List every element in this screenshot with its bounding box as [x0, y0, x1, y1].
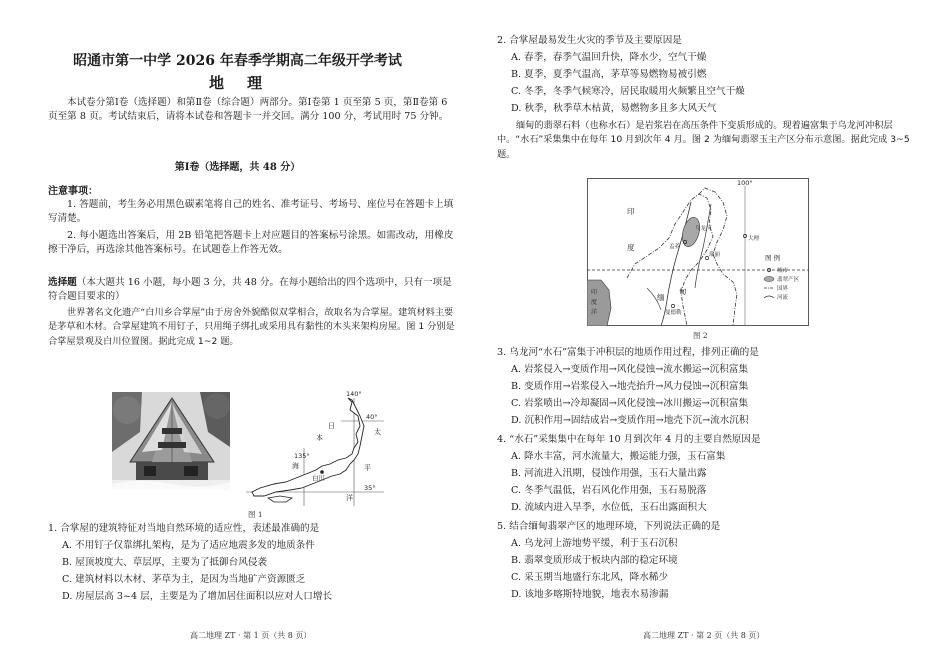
japan-location-map [246, 388, 384, 506]
gassho-house-photo [112, 392, 230, 490]
label-ben: 本 [316, 434, 323, 442]
label-dali: 大理 [748, 236, 760, 242]
honshu-coastline [252, 398, 364, 496]
question-3: 3. 乌龙河“水石”富集于冲积层的地质作用过程，排列正确的是 [497, 347, 759, 358]
legend-jade-symbol [764, 277, 774, 282]
label-100: 100° [737, 179, 753, 187]
passage-2: 缅甸的翡翠石料（也称水石）是岩浆岩在高压条件下变质形成的。现着遍富集于乌龙河冲积层中。“水石”采集集中在每年 10 月到次年 4 月。图 2 为缅甸翡翠玉主产区分布示意图。据此完成 3~5 题。 [497, 120, 910, 160]
q4-option-b[interactable]: B. 河流进入汛期，侵蚀作用强，玉石大量出露 [511, 468, 707, 479]
label-hai: 海 [292, 462, 299, 470]
q1-option-b[interactable]: B. 屋顶坡度大、草层厚，主要为了抵御台风侵袭 [62, 557, 268, 568]
question-1: 1. 合掌屋的建筑特征对当地自然环境的适应性，表述最准确的是 [48, 523, 320, 534]
myanmar-jade-map [587, 178, 809, 326]
label-ping: 平 [364, 464, 371, 472]
question-2: 2. 合掌屋最易发生火灾的季节及主要原因是 [497, 35, 682, 46]
q1-option-d[interactable]: D. 房屋层高 3~4 层，主要是为了增加居住面积以应对人口增长 [62, 591, 333, 602]
page-1-footer: 高二地理 ZT · 第 1 页（共 8 页） [190, 631, 312, 640]
label-wulong-river: 乌龙河 [695, 226, 712, 232]
label-yin: 印 [627, 207, 635, 216]
label-yang: 洋 [346, 494, 353, 502]
label-mengyang: 孟养 [669, 244, 681, 250]
figure-2-caption: 图 2 [693, 331, 708, 340]
q5-option-d[interactable]: D. 该地多喀斯特地貌，地表水易渗漏 [511, 589, 669, 600]
q2-option-b[interactable]: B. 夏季，夏季气温高，茅草等易燃物易被引燃 [511, 69, 707, 80]
label-40: 40° [366, 413, 378, 421]
q4-option-a[interactable]: A. 降水丰富，河水流量大，搬运能力强，玉石富集 [511, 451, 726, 462]
q3-option-b[interactable]: B. 变质作用→岩浆侵入→地壳抬升→风力侵蚀→沉积富集 [511, 381, 749, 392]
exam-subject: 地 理 [208, 74, 266, 92]
label-ri: 日 [328, 422, 335, 430]
legend-border-label: 国界 [777, 286, 789, 292]
q3-option-c[interactable]: C. 岩浆喷出→冷却凝固→风化侵蚀→冰川搬运→沉积富集 [511, 398, 749, 409]
q4-option-d[interactable]: D. 流域内进入旱季，水位低，玉石出露面积大 [511, 502, 707, 513]
map-frame [588, 179, 809, 326]
label-mandalay: 曼德勒 [665, 310, 682, 316]
label-ruili: 瑞丽 [709, 252, 721, 258]
q4-option-c[interactable]: C. 冬季气温低，岩石风化作用强，玉石易脱落 [511, 485, 707, 496]
q1-option-c[interactable]: C. 建筑材料以木材、茅草为主，是因为当地矿产资源匮乏 [62, 574, 306, 585]
legend-city-label: 城市 [777, 268, 789, 274]
q2-option-c[interactable]: C. 冬季，冬季气候寒冷，居民取暖用火频繁且空气干燥 [511, 86, 745, 97]
label-135: 135° [294, 452, 310, 460]
legend-jade-label: 翡翠产区 [777, 277, 800, 283]
question-4: 4. “水石”采集集中在每年 10 月到次年 4 月的主要自然原因是 [497, 434, 761, 445]
label-35: 35° [364, 484, 376, 492]
q2-option-d[interactable]: D. 秋季，秋季草木枯黄，易燃物多且多大风天气 [511, 103, 717, 114]
section-1-heading: 第Ⅰ卷（选择题，共 48 分） [174, 162, 301, 173]
label-io-3: 洋 [591, 309, 598, 316]
label-dian: 甸 [679, 287, 687, 296]
q5-option-b[interactable]: B. 翡翠变质形成于板块内部的稳定环境 [511, 555, 678, 566]
q1-option-a[interactable]: A. 不用钉子仅靠绑扎架构，是为了适应地震多发的地质条件 [62, 540, 315, 551]
q3-option-a[interactable]: A. 岩浆侵入→变质作用→风化侵蚀→流水搬运→沉积富集 [511, 364, 749, 375]
q5-option-c[interactable]: C. 采玉期当地盛行东北风，降水稀少 [511, 572, 669, 583]
legend-title: 图 例 [765, 254, 781, 262]
legend-river-label: 河流 [777, 295, 789, 301]
q5-option-a[interactable]: A. 乌龙河上游地势平缓，利于玉石沉积 [511, 538, 678, 549]
q2-option-a[interactable]: A. 春季，春季气温回升快，降水少，空气干燥 [511, 52, 707, 63]
label-baichuan: 白川 [312, 474, 325, 482]
label-io-1: 印 [591, 289, 598, 296]
notes-title: 注意事项： [48, 186, 98, 197]
choice-section-heading: 选择题（本大题共 16 小题，每小题 3 分，共 48 分。在每小题给出的四个选项中，只有一项是符合题目要求的） [48, 277, 452, 303]
q3-option-d[interactable]: D. 沉积作用→固结成岩→变质作用→地壳下沉→流水沉积 [511, 415, 749, 426]
exam-intro: 本试卷分第Ⅰ卷（选择题）和第Ⅱ卷（综合题）两部分。第Ⅰ卷第 1 页至第 5 页，第Ⅱ卷第 6 页至第 8 页。考试结束后，请将本试卷和答题卡一并交回。满分 100 分，考试用时 75 分钟。 [48, 97, 449, 123]
note-1: 1. 答题前，考生务必用黑色碳素笔将自己的姓名、准考证号、考场号、座位号在答题卡上填写清楚。 [48, 199, 454, 225]
passage-1: 世界著名文化遗产“白川乡合掌屋”由于房舍外貌酷似双掌相合，故取名为合掌屋。建筑材料主要是茅草和木材。合掌屋建筑不用钉子，只用绳子绑扎或采用具有黏性的木头来架构房屋。图 1 分别是合掌屋景观及白川位置图。据此完成 1~2 题。 [48, 307, 455, 347]
label-io-2: 度 [591, 299, 598, 306]
page-right [475, 0, 950, 654]
figure-1-caption: 图 1 [248, 510, 263, 519]
note-2: 2. 每小题选出答案后，用 2B 铅笔把答题卡上对应题目的答案标号涂黑。如需改动，用橡皮擦干净后，再选涂其他答案标号。在试题卷上作答无效。 [48, 230, 454, 256]
question-5: 5. 结合缅甸翡翠产区的地理环境，下列说法正确的是 [497, 521, 721, 532]
label-140: 140° [346, 390, 362, 398]
label-tai: 太 [374, 428, 381, 436]
page-2-footer: 高二地理 ZT · 第 2 页（共 8 页） [643, 631, 765, 640]
label-mian: 缅 [657, 293, 665, 302]
label-du: 度 [627, 243, 635, 252]
exam-title: 昭通市第一中学 2026 年春季学期高二年级开学考试 [73, 53, 402, 69]
shikoku-coastline [268, 496, 292, 502]
